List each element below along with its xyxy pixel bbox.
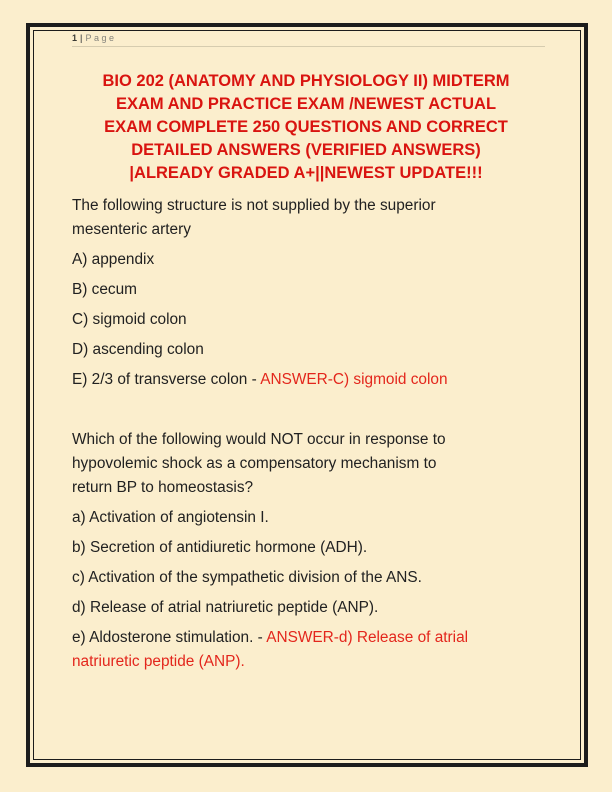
option-b: b) Secretion of antidiuretic hormone (ADH). (72, 539, 368, 556)
option-a: A) appendix (72, 251, 155, 268)
question-block-1 (72, 194, 552, 392)
option-e-with-answer (72, 626, 552, 674)
question-line: The following structure is not supplied by the superior (72, 197, 436, 214)
option-d: d) Release of atrial natriuretic peptide (ANP). (72, 599, 379, 616)
document-body (72, 194, 552, 674)
page-label: Page (85, 33, 117, 43)
question-line: mesenteric artery (72, 221, 191, 238)
question-text (72, 194, 552, 242)
page-header (72, 33, 117, 44)
header-separator: | (80, 33, 83, 43)
option-e-text: e) Aldosterone stimulation. - (72, 629, 267, 646)
header-rule (72, 46, 545, 47)
option-c: C) sigmoid colon (72, 311, 187, 328)
question-text (72, 428, 552, 500)
question-line: hypovolemic shock as a compensatory mechanism to (72, 455, 437, 472)
option-d: D) ascending colon (72, 341, 204, 358)
option-a: a) Activation of angiotensin I. (72, 509, 269, 526)
title-line: EXAM AND PRACTICE EXAM /NEWEST ACTUAL (115, 95, 497, 113)
title-line: |ALREADY GRADED A+||NEWEST UPDATE!!! (129, 164, 483, 182)
option-e-with-answer (72, 368, 552, 392)
document-title (72, 70, 540, 185)
question-line: return BP to homeostasis? (72, 479, 254, 496)
option-c: c) Activation of the sympathetic division of the ANS. (72, 569, 422, 586)
question-block-2 (72, 428, 552, 674)
question-line: Which of the following would NOT occur in response to (72, 431, 446, 448)
title-line: DETAILED ANSWERS (VERIFIED ANSWERS) (131, 141, 481, 159)
answer-text-continued: natriuretic peptide (ANP). (72, 653, 245, 670)
page-number: 1 (72, 33, 79, 43)
title-line: BIO 202 (ANATOMY AND PHYSIOLOGY II) MIDTERM (102, 72, 510, 90)
option-b: B) cecum (72, 281, 137, 298)
answer-text: ANSWER-d) Release of atrial (266, 629, 469, 646)
title-line: EXAM COMPLETE 250 QUESTIONS AND CORRECT (104, 118, 508, 136)
answer-text: ANSWER-C) sigmoid colon (260, 371, 448, 388)
option-e-text: E) 2/3 of transverse colon - (72, 371, 261, 388)
